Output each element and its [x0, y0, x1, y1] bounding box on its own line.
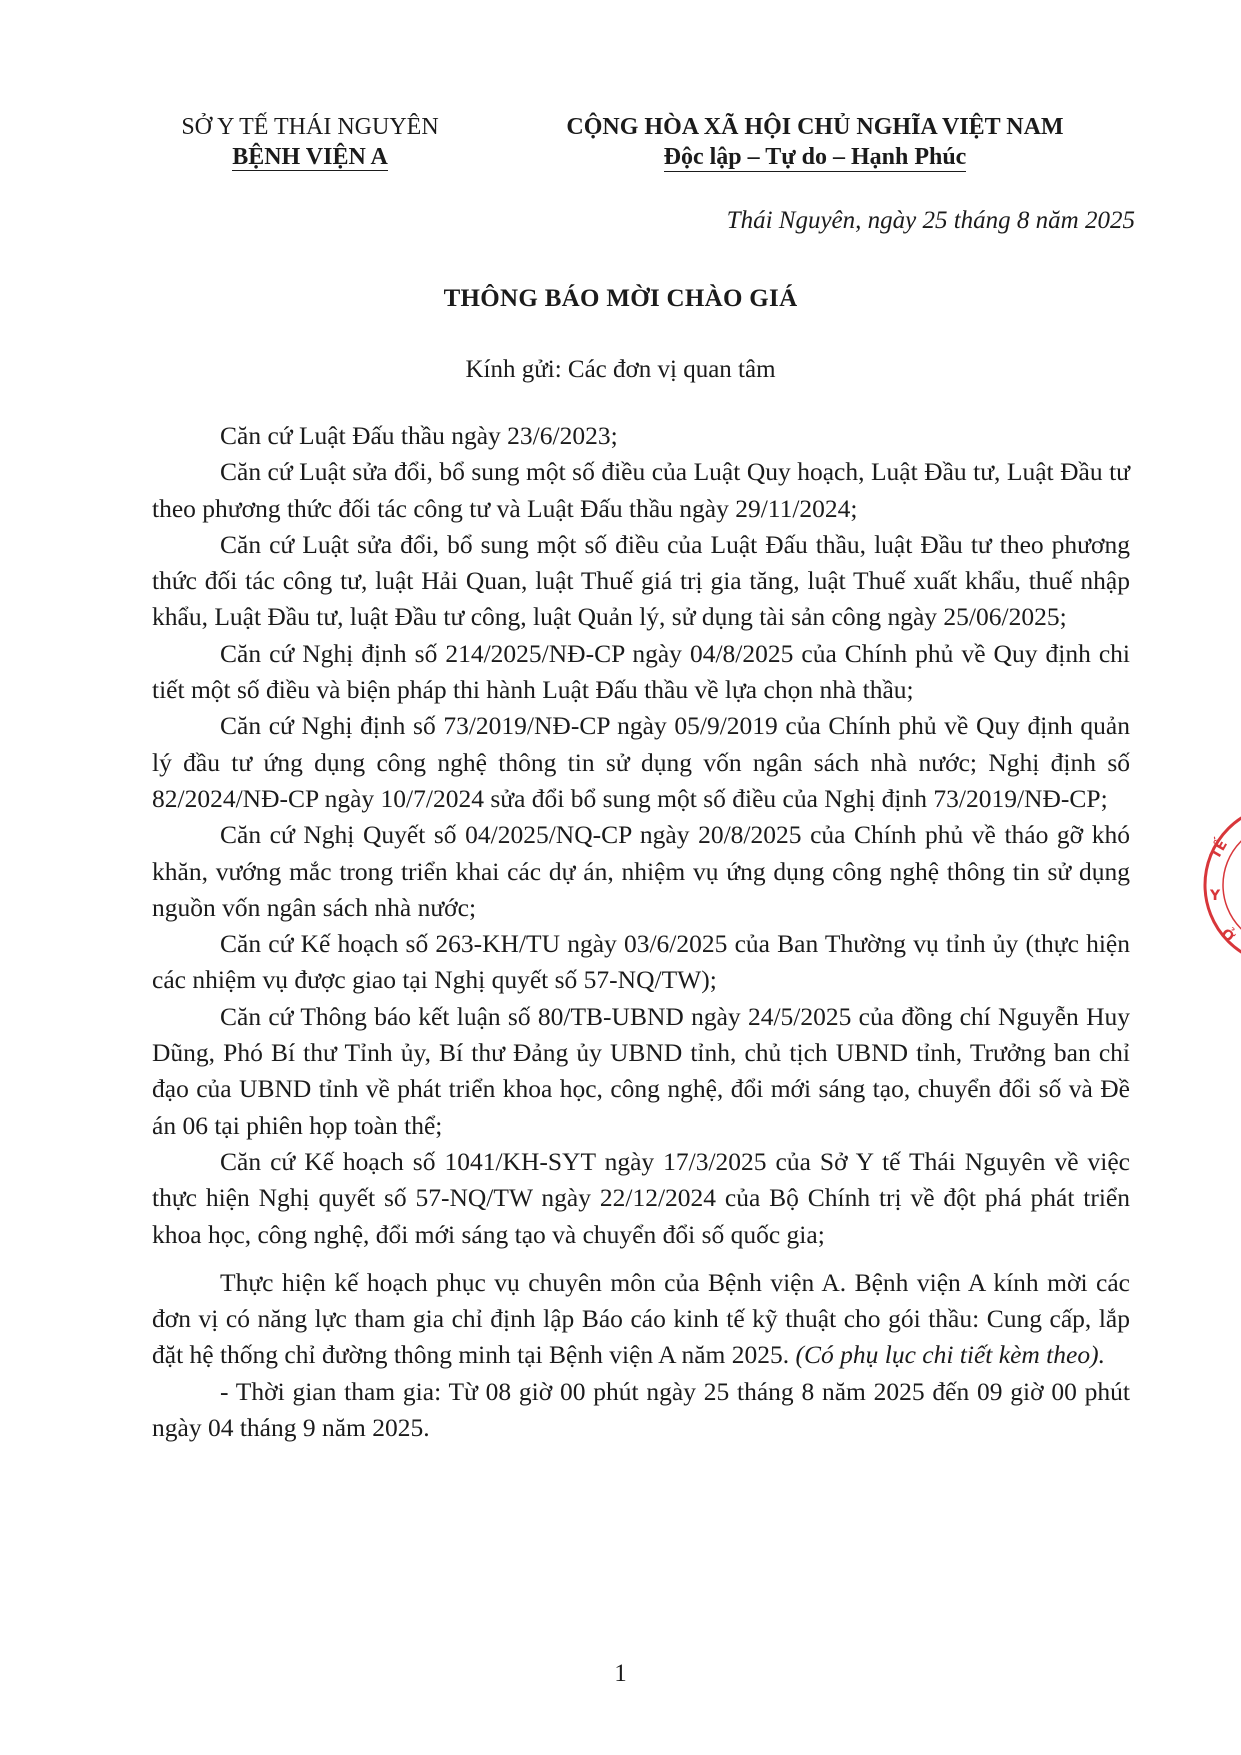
organization-name: BỆNH VIỆN A — [232, 144, 388, 170]
document-body — [152, 418, 1130, 1446]
participation-time-paragraph: - Thời gian tham gia: Từ 08 giờ 00 phút ngày 25 tháng 8 năm 2025 đến 09 giờ 00 phút ngày 04 tháng 9 năm 2025. — [152, 1376, 1130, 1443]
national-motto: Độc lập – Tự do – Hạnh Phúc — [663, 144, 967, 170]
country-name: CỘNG HÒA XÃ HỘI CHỦ NGHĨA VIỆT NAM — [566, 114, 1064, 140]
appendix-note: (Có phụ lục chi tiết kèm theo). — [795, 1340, 1105, 1370]
national-heading — [505, 112, 1125, 172]
legal-basis-paragraph: Căn cứ Nghị định số 214/2025/NĐ-CP ngày 04/8/2025 của Chính phủ về Quy định chi tiết một số điều và biện pháp thi hành Luật Đấu thầu về lựa chọn nhà thầu; — [152, 638, 1130, 705]
issuing-organization — [150, 112, 470, 172]
date-line: Thái Nguyên, ngày 25 tháng 8 năm 2025 — [726, 207, 1135, 234]
legal-basis-paragraph: Căn cứ Luật Đấu thầu ngày 23/6/2023; — [220, 421, 618, 450]
invitation-paragraph — [152, 1265, 1130, 1374]
svg-text:Y: Y — [1210, 888, 1221, 904]
legal-basis-paragraph: Căn cứ Kế hoạch số 1041/KH-SYT ngày 17/3/2025 của Sở Y tế Thái Nguyên về việc thực hiện Nghị quyết số 57-NQ/TW ngày 22/12/2024 của Bộ Chính trị về đột phá phát triển khoa học, công nghệ, đổi mới sáng tạo và chuyển đổi số quốc gia; — [152, 1146, 1130, 1249]
legal-basis-paragraph: Căn cứ Luật sửa đổi, bổ sung một số điều của Luật Quy hoạch, Luật Đầu tư, Luật Đầu tư theo phương thức đối tác công tư và Luật Đấu thầu ngày 29/11/2024; — [152, 457, 1130, 523]
svg-text:Ở: Ở — [1217, 925, 1238, 946]
legal-basis-paragraph: Căn cứ Luật sửa đổi, bổ sung một số điều của Luật Đấu thầu, luật Đầu tư theo phương thức đối tác công tư, luật Hải Quan, luật Thuế giá trị gia tăng, luật Thuế xuất khẩu, thuế nhập khẩu, Luật Đầu tư, luật Đầu tư công, luật Quản lý, sử dụng tài sản công ngày 25/06/2025; — [152, 529, 1130, 632]
legal-basis-paragraph: Căn cứ Kế hoạch số 263-KH/TU ngày 03/6/2025 của Ban Thường vụ tỉnh ủy (thực hiện các nhiệm vụ được giao tại Nghị quyết số 57-NQ/TW); — [152, 929, 1130, 995]
invitation-text: Thực hiện kế hoạch phục vụ chuyên môn của Bệnh viện A. Bệnh viện A kính mời các đơn vị có năng lực tham gia chỉ định lập Báo cáo kinh tế kỹ thuật cho gói thầu: Cung cấp, lắp đặt hệ thống chỉ đường thông minh tại Bệnh viện A năm 2025. — [152, 1267, 1130, 1370]
legal-basis-paragraph: Căn cứ Nghị định số 73/2019/NĐ-CP ngày 05/9/2019 của Chính phủ về Quy định quản lý đầu tư ứng dụng công nghệ thông tin sử dụng vốn ngân sách nhà nước; Nghị định số 82/2024/NĐ-CP ngày 10/7/2024 sửa đổi bổ sung một số điều của Nghị định 73/2019/NĐ-CP; — [152, 711, 1130, 813]
legal-basis-paragraph: Căn cứ Thông báo kết luận số 80/TB-UBND ngày 24/5/2025 của đồng chí Nguyễn Huy Dũng, Phó Bí thư Tỉnh ủy, Bí thư Đảng ủy UBND tỉnh, chủ tịch UBND tỉnh, Trưởng ban chỉ đạo của UBND tỉnh về phát triển khoa học, công nghệ, đổi mới sáng tạo, chuyển đổi số và Đề án 06 tại phiên họp toàn thể; — [152, 1001, 1130, 1140]
page-number: 1 — [614, 1660, 627, 1687]
legal-basis-paragraph: Căn cứ Nghị Quyết số 04/2025/NQ-CP ngày 20/8/2025 của Chính phủ về tháo gỡ khó khăn, vướng mắc trong triển khai các dự án, nhiệm vụ ứng dụng công nghệ thông tin sử dụng nguồn vốn ngân sách nhà nước; — [152, 820, 1130, 922]
parent-organization: SỞ Y TẾ THÁI NGUYÊN — [181, 114, 439, 140]
document-title: THÔNG BÁO MỜI CHÀO GIÁ — [443, 285, 798, 312]
recipient-line: Kính gửi: Các đơn vị quan tâm — [465, 356, 776, 383]
red-stamp-edge — [1170, 800, 1241, 970]
svg-text:TẾ: TẾ — [1207, 837, 1232, 862]
